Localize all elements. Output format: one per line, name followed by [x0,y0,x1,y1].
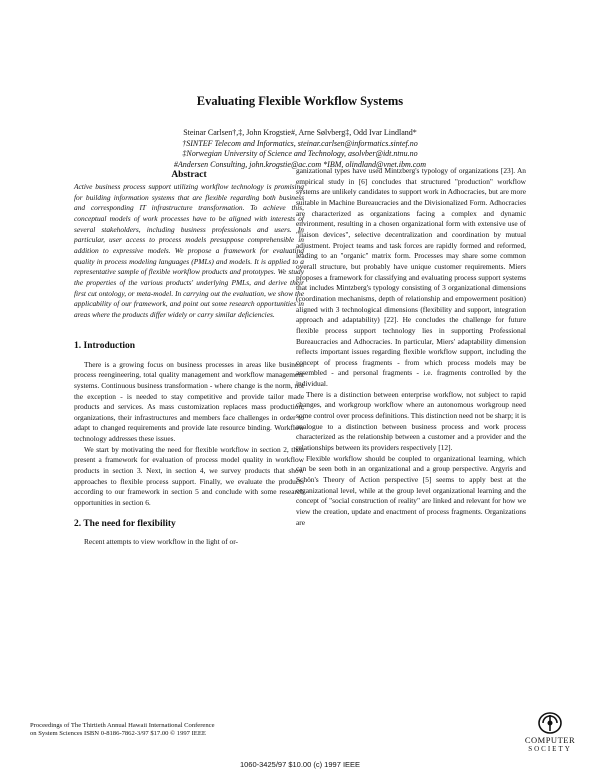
affiliation-3: #Andersen Consulting, john.krogstie@ac.com *IBM, olindland@vnet.ibm.com [173,159,427,169]
paper-title: Evaluating Flexible Workflow Systems [196,94,404,108]
affiliation-2: ‡Norwegian University of Science and Technology, asolvber@idt.ntnu.no [182,149,418,159]
affiliation-1: †SINTEF Telecom and Informatics, steinar.carlsen@informatics.sintef.no [182,138,418,148]
right-paragraph-3: Flexible workflow should be coupled to organizational learning, which can be seen both in an organizational and a group perspective. Argyris and Schön's Theory of Action perspective [5] seems to apply best at the organizational level, while at the group level organizational learning and the concept of "social construction of reality" are linked and relevant for how we view the creation, update and enactment of process fragments. Organizations are [296,453,526,527]
section-2-paragraph-1: Recent attempts to view workflow in the light of or- [84,536,238,546]
proceedings-line-1: Proceedings of The Thirtieth Annual Hawaii International Conference [30,722,215,729]
abstract-heading: Abstract [171,170,207,180]
right-paragraph-1: ganizational types have used Mintzberg's typology of organizations [23]. An empirical study in [6] concludes that structured "production" workflow systems are unlikely candidates to support work in Adhocracies, but are more suitable in Machine Bureaucracies and the Divisionalized Form. Adhocracies are characterized as organizations facing a complex and dynamic environment, resulting in a chosen organizational form with extensive use of "liaison devices", selective decentralization and coordination by mutual adjustment. Project teams and task forces are rapidly formed and reformed, leading to an "organic" matrix form. Processes may share some common overall structure, but probably have unique customer requirements. Miers proposes a framework for classifying and evaluating process support systems that includes Mintzberg's typology consisting of 3 organizational dimensions (coordination mechanisms, depth of relationship and empowerment position) aligned with 3 technological dimensions (flexibility and support, integration approach and adaptability) [22]. He concludes the challenge for future flexible process support technology lies in supporting Professional Bureaucracies and Adhocracies. In particular, Miers' adaptability dimension reflects important issues regarding flexible workflow support, including the concept of process fragments - from which process models may be assembled - and personal fragments - i.e. fragments controlled by the individual. [296,166,526,389]
right-paragraph-2: There is a distinction between enterprise workflow, not subject to rapid changes, and workgroup workflow where an autonomous workgroup need some control over process definitions. This distinction need not be sharp; it is analogue to a distinction between business process and work process characterized as the relationship between a customer and a provider and the relationships between its providers respectively [12]. [296,389,526,453]
author-block [0,128,600,170]
copyright-line: 1060-3425/97 $10.00 (c) 1997 IEEE [239,760,361,769]
logo-text-computer: COMPUTER [524,735,576,745]
section-2-heading: 2. The need for flexibility [74,518,176,529]
computer-society-logo [520,712,580,753]
right-column [296,166,526,528]
section-1-paragraph-2: We start by motivating the need for flexible workflow in section 2, then present a framework for evaluation of process model quality in workflow products in section 3. Next, in section 4, we survey products that show approaches to flexible process support. Finally, we evaluate the products according to our framework in section 5 and conclude with some research opportunities in section 6. [74,444,304,508]
abstract-text: Active business process support utilizing workflow technology is promising for building information systems that are flexible regarding both business and corresponding IT infrastructure transformation. To achieve this, conceptual models of work processes have to be aligned with interests of several stakeholders, including business professionals and users. In particular, user access to process models presuppose comprehensible in addition to expressive models. We propose a framework for evaluating quality in process modeling languages (PMLs) and models. It is applied to a representative sample of flexible workflow products and prototypes. We study the properties of the various products' underlying PMLs, and derive their first cut ontology, or meta-model. In carrying out the evaluation, we show the applicability of our framework, and point out some research opportunities in areas where the products differ widely or carry similar deficiencies. [74,182,304,319]
proceedings-line-2: on System Sciences ISBN 0-8186-7862-3/97 $17.00 © 1997 IEEE [30,730,206,738]
left-column [74,170,304,547]
proceedings-footer [30,722,215,739]
section-1-heading: 1. Introduction [74,340,136,351]
ieee-cs-emblem-icon [537,712,563,734]
author-names: Steinar Carlsen†,‡, John Krogstie#, Arne Sølvberg‡, Odd Ivar Lindland* [183,128,417,137]
section-1-paragraph-1: There is a growing focus on business processes in areas like business process reengineering, total quality management and workflow management systems. Continuous business transformation - where change is the norm, not the exception - is needed to stay competitive and provide tailor made products and services. As mass customization replaces mass production, organizations, their infrastructures and members face challenges in order to adapt to changed requirements and provide late resource binding. Workflow technology addresses these issues. [74,359,304,444]
logo-text-society: SOCIETY [528,745,572,753]
